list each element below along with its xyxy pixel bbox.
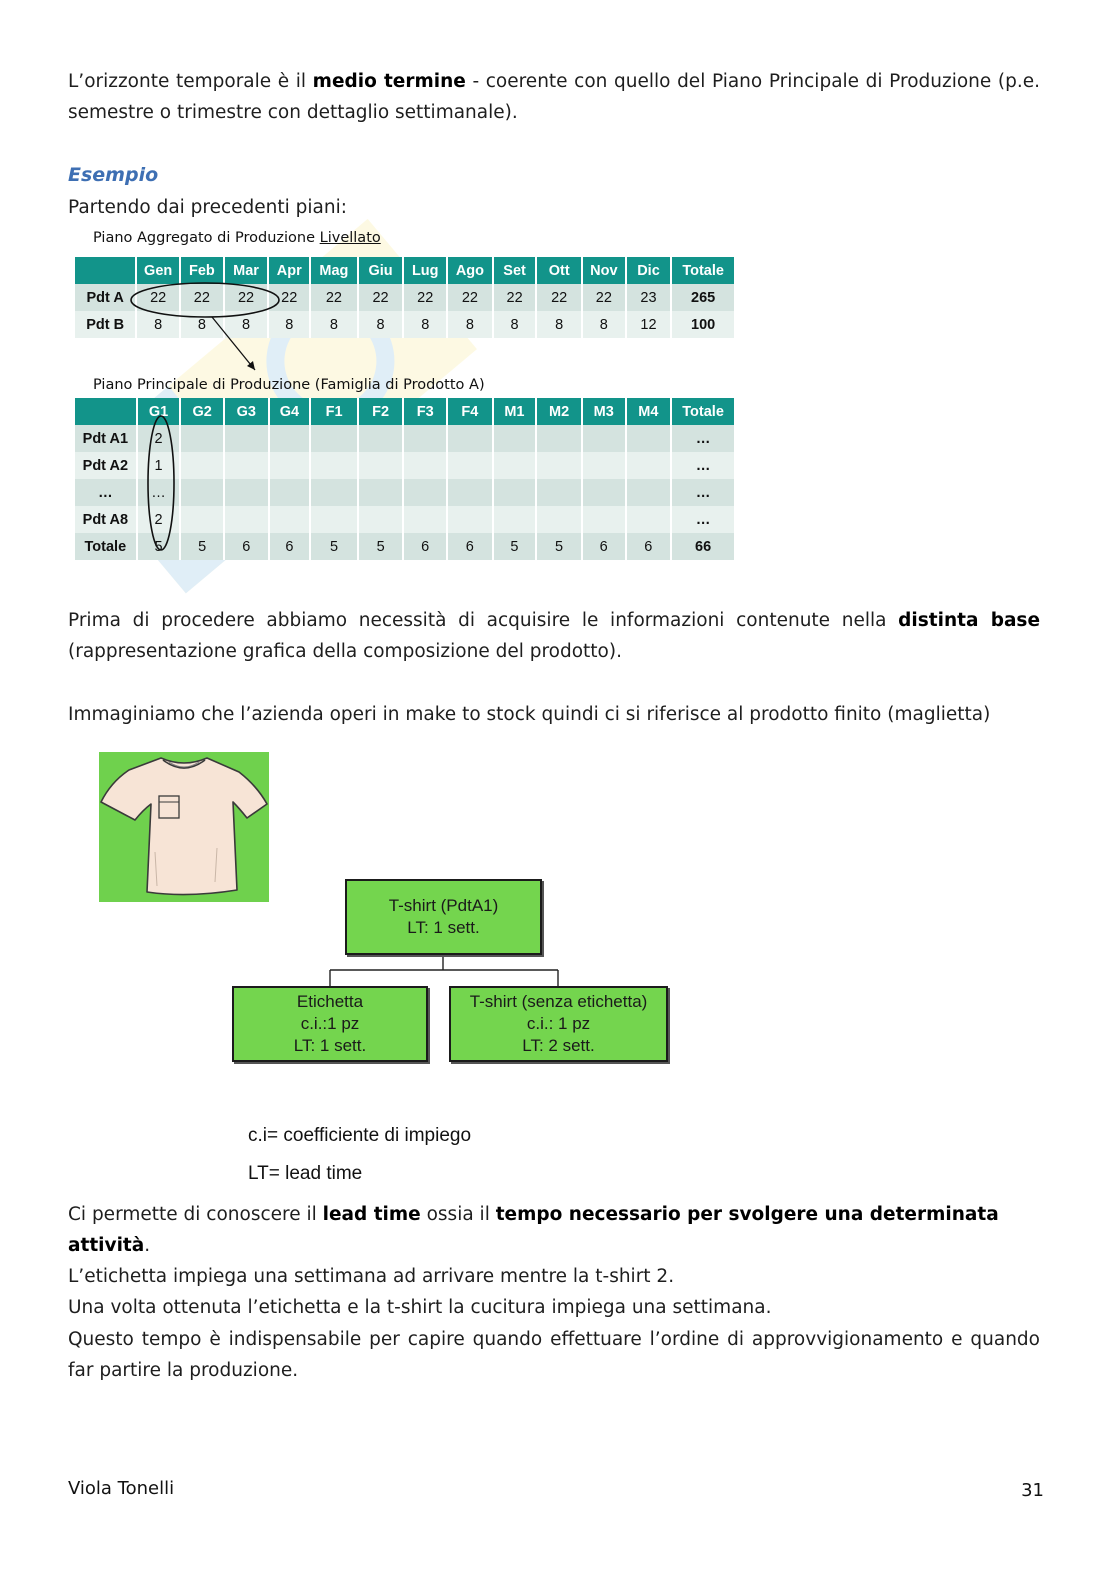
table2-cell: 6 bbox=[403, 533, 447, 560]
table1-cell: 22 bbox=[180, 284, 224, 311]
table2-cell: … bbox=[671, 479, 735, 506]
bom-right-box bbox=[449, 986, 668, 1062]
table1-cell: 22 bbox=[310, 284, 358, 311]
intro-text-a: L’orizzonte temporale è il bbox=[68, 71, 313, 92]
bom-left-box bbox=[232, 986, 428, 1062]
table1-header-cell: Totale bbox=[671, 257, 735, 284]
table1-header-cell: Giu bbox=[358, 257, 404, 284]
lead-time-bold-a: lead time bbox=[322, 1204, 421, 1225]
table2-cell: 6 bbox=[447, 533, 493, 560]
first-quarter-ellipse bbox=[131, 283, 279, 317]
table-annotations bbox=[0, 0, 1116, 600]
table1-header-cell: Nov bbox=[582, 257, 626, 284]
table2-row-label: Pdt A8 bbox=[75, 506, 137, 533]
lead-time-line1 bbox=[68, 1199, 1040, 1261]
table2-cell: 2 bbox=[137, 425, 181, 452]
lead-time-line2: L’etichetta impiega una settimana ad arrivare mentre la t-shirt 2. bbox=[68, 1266, 675, 1287]
table1-cell: 8 bbox=[268, 311, 310, 338]
table2-cell: 5 bbox=[180, 533, 224, 560]
table2-header-cell: G2 bbox=[180, 398, 224, 425]
table1-row-label: Pdt A bbox=[75, 284, 136, 311]
table1-cell: 22 bbox=[493, 284, 537, 311]
link-arrow-line bbox=[212, 317, 255, 370]
table2-header-cell: F2 bbox=[358, 398, 404, 425]
table2-cell: 6 bbox=[269, 533, 311, 560]
table2-row-label: Pdt A2 bbox=[75, 452, 137, 479]
table1-cell: 22 bbox=[268, 284, 310, 311]
table1-cell: 8 bbox=[224, 311, 269, 338]
table2-cell: … bbox=[671, 425, 735, 452]
table2-row-label: Totale bbox=[75, 533, 137, 560]
table2-header-cell: Totale bbox=[671, 398, 735, 425]
table2-cell: 6 bbox=[626, 533, 672, 560]
table2-header-cell: M1 bbox=[493, 398, 537, 425]
table1-cell: 100 bbox=[671, 311, 735, 338]
table2-cell: 6 bbox=[224, 533, 269, 560]
bom-left-leadtime: LT: 1 sett. bbox=[293, 1036, 367, 1055]
table2-cell: 5 bbox=[137, 533, 181, 560]
bom-root-leadtime: LT: 1 sett. bbox=[407, 918, 480, 937]
table1-cell: 8 bbox=[403, 311, 447, 338]
table1-cell: 8 bbox=[493, 311, 537, 338]
table2-cell: 1 bbox=[137, 452, 181, 479]
bom-left-name: Etichetta bbox=[296, 992, 364, 1011]
table2-header-cell: G1 bbox=[137, 398, 181, 425]
table1-cell: 22 bbox=[447, 284, 493, 311]
table1-caption-underlined: Livellato bbox=[319, 230, 381, 246]
table1-row-label: Pdt B bbox=[75, 311, 136, 338]
table2-cell: 5 bbox=[310, 533, 358, 560]
table2-cell: 5 bbox=[358, 533, 404, 560]
table1-header-cell: Lug bbox=[403, 257, 447, 284]
table1-header-cell: Set bbox=[493, 257, 537, 284]
table2-header-cell: F1 bbox=[310, 398, 358, 425]
table1-cell: 22 bbox=[536, 284, 582, 311]
table1-header-cell: Mag bbox=[310, 257, 358, 284]
bom-intro-text-a: Prima di procedere abbiamo necessità di acquisire le informazioni contenute nella bbox=[68, 610, 899, 631]
lead-time-text-a: Ci permette di conoscere il bbox=[68, 1204, 323, 1225]
table1-cell: 23 bbox=[626, 284, 672, 311]
bom-intro-bold-term: distinta base bbox=[898, 610, 1040, 631]
table1-cell: 22 bbox=[403, 284, 447, 311]
table1-cell: 8 bbox=[447, 311, 493, 338]
lead-time-line3: Una volta ottenuta l’etichetta e la t-shirt la cucitura impiega una settimana. bbox=[68, 1297, 772, 1318]
table2-cell: 6 bbox=[582, 533, 626, 560]
table2-cell: 2 bbox=[137, 506, 181, 533]
legend-lt: LT= lead time bbox=[248, 1163, 363, 1184]
example-lead: Partendo dai precedenti piani: bbox=[68, 197, 347, 218]
g1-column-ellipse bbox=[148, 416, 174, 550]
table2-header-cell: F3 bbox=[403, 398, 447, 425]
bom-intro-paragraph bbox=[68, 605, 1040, 667]
table1-cell: 265 bbox=[671, 284, 735, 311]
table2-header-cell: G3 bbox=[224, 398, 269, 425]
lead-time-paragraph bbox=[68, 1199, 1040, 1323]
closing-paragraph: Questo tempo è indispensabile per capire quando effettuare l’ordine di approvvigionamento e quando far partire la produzione. bbox=[68, 1329, 1040, 1381]
bom-left-ci: c.i.:1 pz bbox=[300, 1014, 360, 1033]
make-to-stock-paragraph: Immaginiamo che l’azienda operi in make to stock quindi ci si riferisce al prodotto finito (maglietta) bbox=[68, 704, 991, 725]
table1-cell: 8 bbox=[310, 311, 358, 338]
table2-header-cell: G4 bbox=[269, 398, 311, 425]
table1-header-cell: Gen bbox=[136, 257, 180, 284]
table1-header-cell: Dic bbox=[626, 257, 672, 284]
bom-root-name: T-shirt (PdtA1) bbox=[388, 896, 499, 915]
table1-cell: 22 bbox=[224, 284, 269, 311]
table1-cell: 22 bbox=[136, 284, 180, 311]
table1-cell: 8 bbox=[536, 311, 582, 338]
table1-header-cell: Mar bbox=[224, 257, 269, 284]
table2-header-cell: M2 bbox=[536, 398, 582, 425]
bom-right-ci: c.i.: 1 pz bbox=[526, 1014, 591, 1033]
table1-cell: 22 bbox=[582, 284, 626, 311]
bom-root-box bbox=[345, 879, 542, 955]
intro-bold-term: medio termine bbox=[312, 71, 466, 92]
table1-caption-text: Piano Aggregato di Produzione bbox=[93, 230, 320, 246]
legend-ci: c.i= coefficiente di impiego bbox=[248, 1125, 472, 1146]
table1-cell: 8 bbox=[180, 311, 224, 338]
lead-time-text-c: ossia il bbox=[420, 1204, 496, 1225]
lead-time-text-e: . bbox=[144, 1235, 151, 1256]
table1-cell: 8 bbox=[136, 311, 180, 338]
table2-cell: 5 bbox=[536, 533, 582, 560]
footer-page-number: 31 bbox=[1021, 1480, 1044, 1501]
table2-cell: … bbox=[671, 506, 735, 533]
table1-header-cell: Feb bbox=[180, 257, 224, 284]
table1-cell: 8 bbox=[582, 311, 626, 338]
bom-right-name: T-shirt (senza etichetta) bbox=[469, 992, 648, 1011]
bom-intro-text-c: (rappresentazione grafica della composizione del prodotto). bbox=[68, 641, 622, 662]
lead-time-bold-b: tempo necessario per svolgere una determinata attività bbox=[68, 1204, 999, 1256]
table2-cell: … bbox=[137, 479, 181, 506]
table2-header-cell: F4 bbox=[447, 398, 493, 425]
table1-cell: 12 bbox=[626, 311, 672, 338]
table1-header-cell: Ago bbox=[447, 257, 493, 284]
table1-cell: 22 bbox=[358, 284, 404, 311]
tshirt-image bbox=[99, 752, 269, 902]
table1-header-cell: Apr bbox=[268, 257, 310, 284]
table2-row-label: Pdt A1 bbox=[75, 425, 137, 452]
table2-header-cell: M3 bbox=[582, 398, 626, 425]
table1-cell: 8 bbox=[358, 311, 404, 338]
table2-row-label: … bbox=[75, 479, 137, 506]
footer-author: Viola Tonelli bbox=[68, 1478, 175, 1499]
intro-text-c: - coerente con quello del Piano Principale di Produzione (p.e. semestre o trimestre con dettaglio settimanale). bbox=[68, 71, 1040, 123]
bom-right-leadtime: LT: 2 sett. bbox=[522, 1036, 595, 1055]
table2-cell: 66 bbox=[671, 533, 735, 560]
table2-caption: Piano Principale di Produzione (Famiglia di Prodotto A) bbox=[93, 377, 485, 393]
table2-cell: 5 bbox=[493, 533, 537, 560]
table2-header-cell: M4 bbox=[626, 398, 672, 425]
table2-cell: … bbox=[671, 452, 735, 479]
example-heading: Esempio bbox=[68, 164, 159, 186]
table1-header-cell: Ott bbox=[536, 257, 582, 284]
